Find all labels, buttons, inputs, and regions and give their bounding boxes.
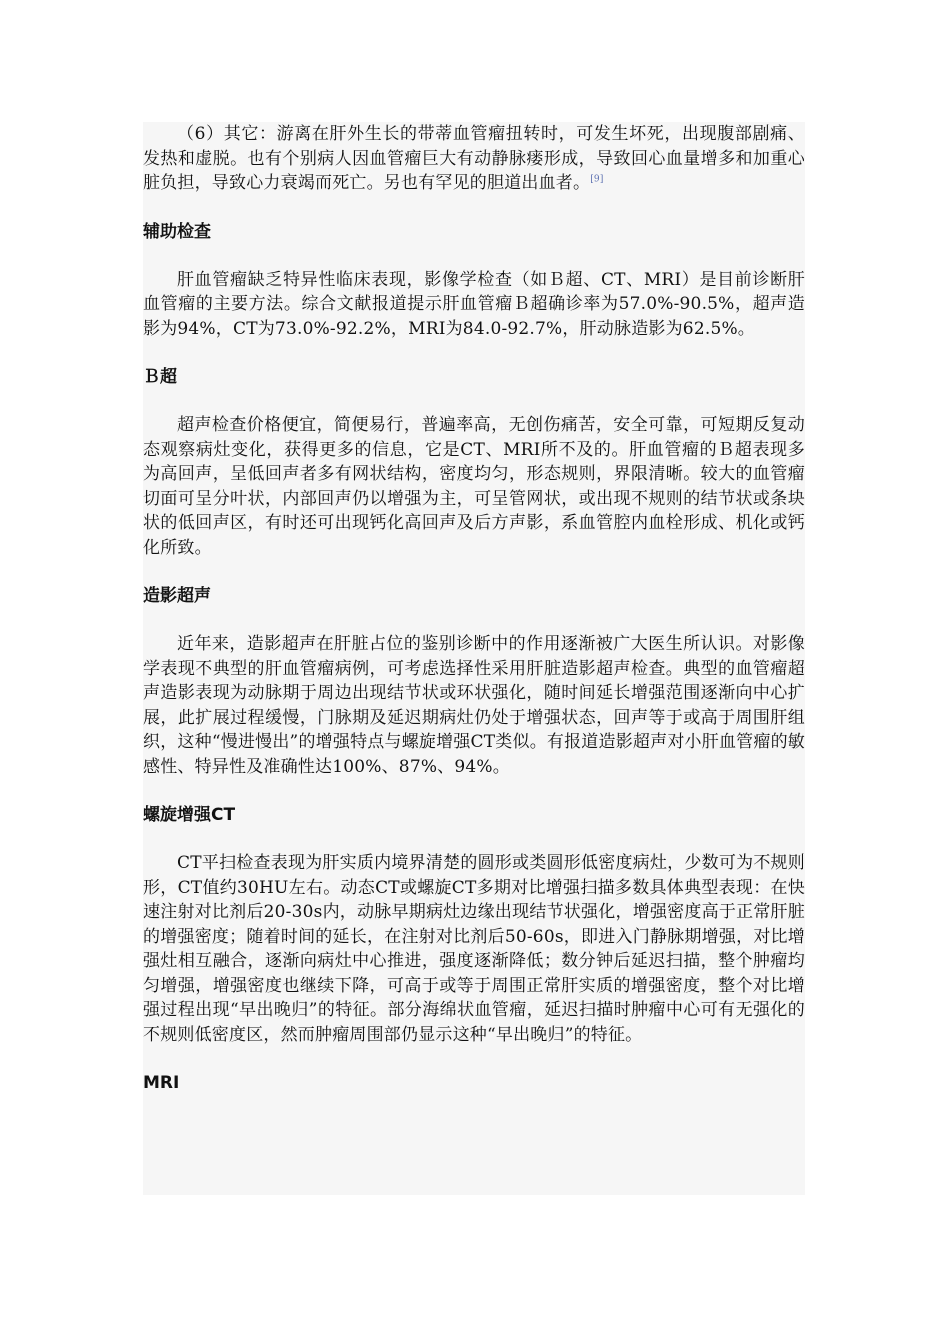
paragraph-text: （6）其它：游离在肝外生长的带蒂血管瘤扭转时，可发生坏死，出现腹部剧痛、发热和虚脱。也有个别病人因血管瘤巨大有动静脉瘘形成，导致回心血量增多和加重心脏负担，导致心力衰竭而死亡。另也有罕见的胆道出血者。	[143, 124, 805, 193]
reference-link[interactable]: [9]	[590, 174, 604, 185]
document-body	[143, 122, 805, 1195]
heading-contrast-ultrasound: 造影超声	[143, 586, 211, 606]
paragraph-spiral-ct: CT平扫检查表现为肝实质内境界清楚的圆形或类圆形低密度病灶，少数可为不规则形，CT值约30HU左右。动态CT或螺旋CT多期对比增强扫描多数具体典型表现：在快速注射对比剂后20-30s内，动脉早期病灶边缘出现结节状强化，增强密度高于正常肝脏的增强密度；随着时间的延长，在注射对比剂后50-60s，即进入门静脉期增强，对比增强灶相互融合，逐渐向病灶中心推进，强度逐渐降低；数分钟后延迟扫描，整个肿瘤均匀增强，增强密度也继续下降，可高于或等于周围正常肝实质的增强密度，整个对比增强过程出现“早出晚归”的特征。部分海绵状血管瘤，延迟扫描时肿瘤中心可有无强化的不规则低密度区，然而肿瘤周围部仍显示这种“早出晚归”的特征。	[143, 853, 805, 1045]
paragraph-contrast-ultrasound: 近年来，造影超声在肝脏占位的鉴别诊断中的作用逐渐被广大医生所认识。对影像学表现不典型的肝血管瘤病例，可考虑选择性采用肝脏造影超声检查。典型的血管瘤超声造影表现为动脉期于周边出现结节状或环状强化，随时间延长增强范围逐渐向中心扩展，此扩展过程缓慢，门脉期及延迟期病灶仍处于增强状态，回声等于或高于周围肝组织，这种“慢进慢出”的增强特点与螺旋增强CT类似。有报道造影超声对小肝血管瘤的敏感性、特异性及准确性达100%、87%、94%。	[143, 634, 805, 777]
heading-auxiliary-exams: 辅助检查	[143, 221, 211, 242]
heading-spiral-ct: 螺旋增强CT	[143, 805, 236, 825]
paragraph-other-symptoms	[143, 122, 805, 196]
heading-mri: MRI	[143, 1073, 180, 1093]
paragraph-b-ultrasound: 超声检查价格便宜，简便易行，普遍率高，无创伤痛苦，安全可靠，可短期反复动态观察病灶变化，获得更多的信息，它是CT、MRI所不及的。肝血管瘤的Ｂ超表现多为高回声，呈低回声者多有网状结构，密度均匀，形态规则，界限清晰。较大的血管瘤切面可呈分叶状，内部回声仍以增强为主，可呈管网状，或出现不规则的结节状或条块状的低回声区，有时还可出现钙化高回声及后方声影，系血管腔内血栓形成、机化或钙化所致。	[143, 415, 805, 558]
heading-b-ultrasound: Ｂ超	[143, 367, 177, 387]
paragraph-imaging-overview: 肝血管瘤缺乏特异性临床表现，影像学检查（如Ｂ超、CT、MRI）是目前诊断肝血管瘤的主要方法。综合文献报道提示肝血管瘤Ｂ超确诊率为57.0%-90.5%，超声造影为94%，CT为73.0%-92.2%，MRI为84.0-92.7%，肝动脉造影为62.5%。	[143, 269, 805, 339]
